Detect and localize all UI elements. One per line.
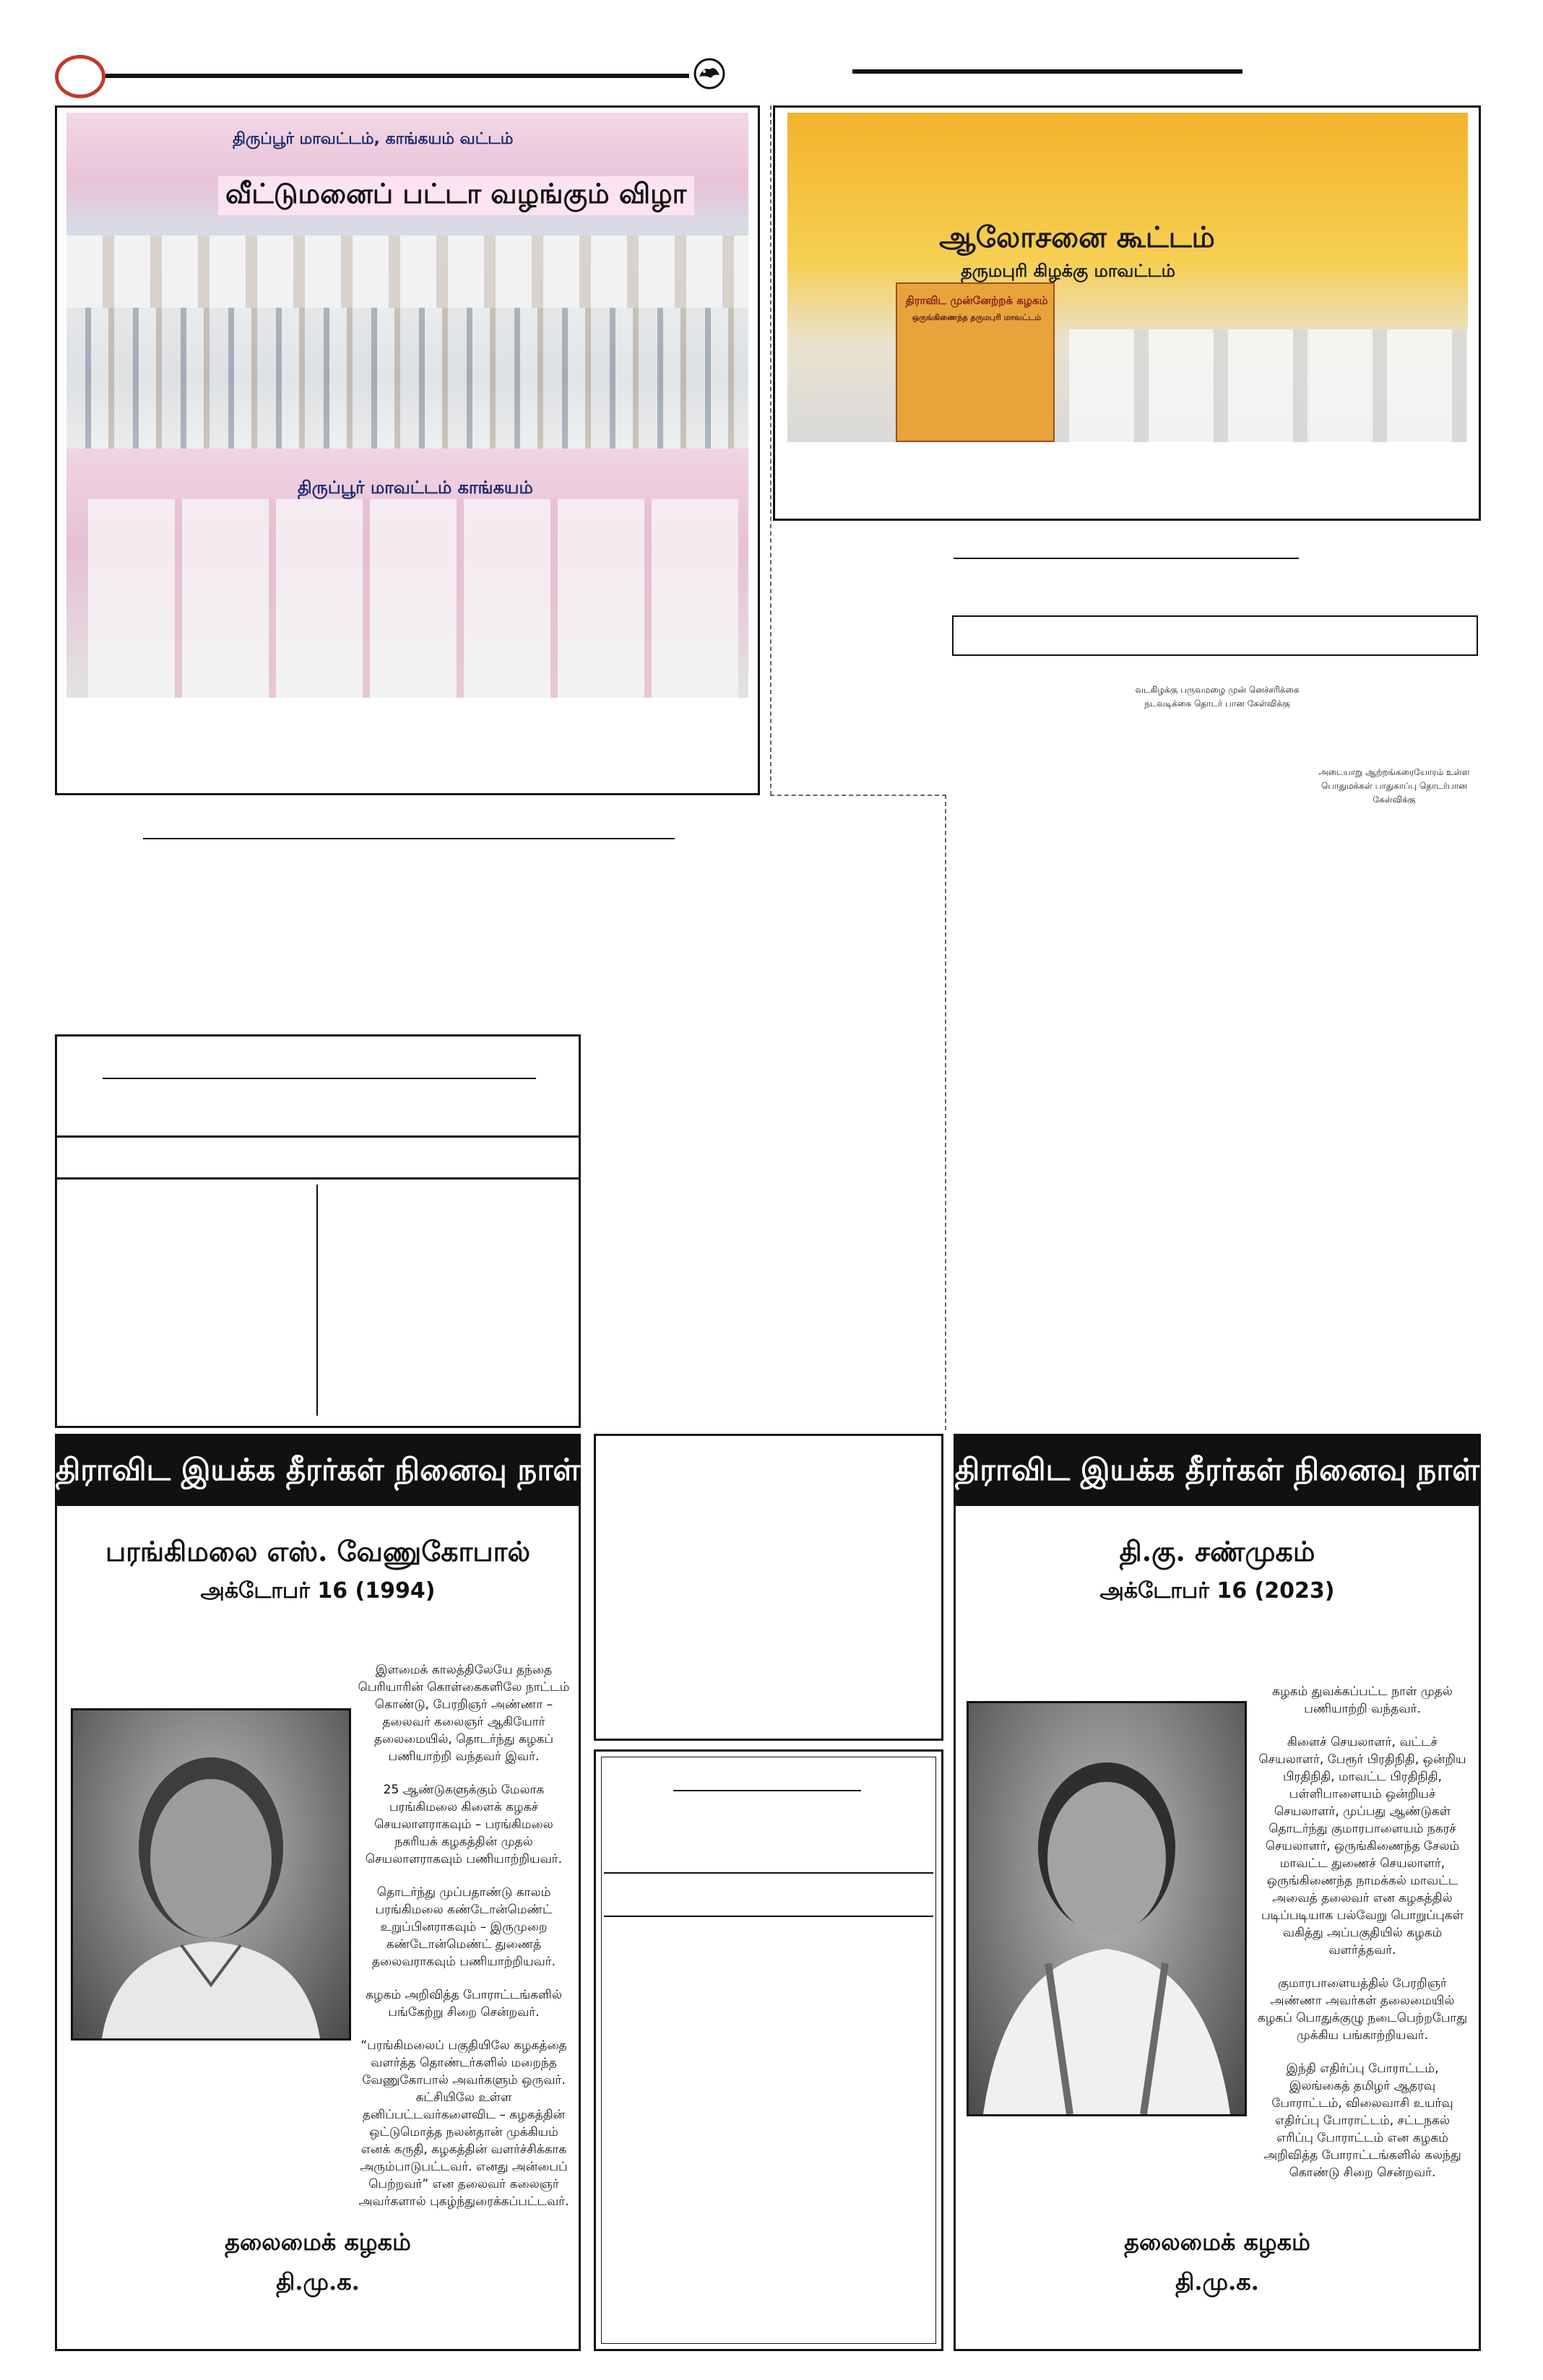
memorial-right-date: அக்டோபர் 16 (2023) [1099, 1578, 1335, 1604]
bio-paragraph: 25 ஆண்டுகளுக்கும் மேலாக பரங்கிமலை கிளைக் கழகச் செயலாளராகவும் – பரங்கிமலை நகரியக் கழகத்தின் முதல் செயலாளராகவும் பணியாற்றியவர். [365, 1783, 563, 1866]
memorial-left-sign-1: தலைமைக் கழகம் [225, 2228, 411, 2256]
meeting-photo [787, 113, 1468, 442]
meeting-banner-sub: தருமபுரி கிழக்கு மாவட்டம் [961, 261, 1175, 281]
bio-paragraph: கிளைச் செயலாளர், வட்டச் செயலாளர், பேரூர் பிரதிநிதி, ஒன்றிய பிரதிநிதி, மாவட்ட பிரதிநிதி, பள்ளிபாளையம் ஒன்றியச் செயலாளர், முப்பது ஆண்டுகள் தொடர்ந்து குமாரபாளையம் நகரச் செயலாளர், ஒருங்கிணைந்த சேலம் மாவட்ட துணைச் செயலாளர், ஒருங்கிணைந்த நாமக்கல் மாவட்ட அவைத் தலைவர் என கழகத்தில் படிப்படியாக பல்வேறு பொறுப்புகள் வகித்து அப்பகுதியில் கழகம் வளர்த்தவர். [1258, 1735, 1466, 1957]
left-notice-col-divider [316, 1185, 318, 1416]
stage-people-row [66, 235, 748, 308]
middle-rule-2 [604, 1872, 933, 1874]
left-notice-sep-1 [55, 1135, 581, 1138]
header-rule-right [852, 69, 1242, 74]
memorial-left-sign-2: தி.மு.க. [276, 2268, 360, 2295]
memorial-left-header: திராவிட இயக்க தீரர்கள் நினைவு நாள் [55, 1434, 581, 1506]
podium-sub: ஒருங்கிணைந்த தருமபுரி மாவட்டம் [912, 313, 1042, 322]
left-column-rule [143, 838, 675, 839]
dashed-divider-horizontal [770, 795, 946, 796]
memorial-left-bio [357, 1661, 571, 2226]
middle-rule-1 [673, 1790, 861, 1791]
middle-box-inner [601, 1757, 936, 2344]
audience-rows [66, 308, 748, 449]
portrait-silhouette-icon [73, 1710, 349, 2038]
left-notice-sep-2 [55, 1177, 581, 1180]
bio-paragraph: கழகம் துவக்கப்பட்ட நாள் முதல் பணியாற்றி வந்தவர். [1272, 1684, 1453, 1716]
podium-text: திராவிட முன்னேற்றக் கழகம் [905, 294, 1048, 307]
podium [896, 282, 1055, 442]
circle-marker-icon [55, 55, 105, 98]
right-note-1: வடகிழக்கு பருவமழை முன் னெச்சரிக்கை நடவடிக்கை தொடர் பான கேள்விக்கு [1135, 685, 1300, 709]
middle-rule-3 [604, 1916, 933, 1917]
memorial-right-header: திராவிட இயக்க தீரர்கள் நினைவு நாள் [954, 1434, 1481, 1506]
people-group [88, 499, 738, 698]
handover-banner: திருப்பூர் மாவட்டம் காங்கயம் [298, 477, 533, 498]
memorial-right-sign-2: தி.மு.க. [1175, 2268, 1259, 2295]
memorial-right-name: தி.கு. சண்முகம் [1119, 1535, 1315, 1567]
memorial-right-sign-1: தலைமைக் கழகம் [1124, 2228, 1310, 2256]
meeting-banner-main: ஆலோசனை கூட்டம் [939, 221, 1215, 254]
event-banner-top: திருப்பூர் மாவட்டம், காங்கயம் வட்டம் [233, 130, 514, 148]
memorial-right-bio [1255, 1683, 1469, 2197]
bio-paragraph: இளமைக் காலத்திலேயே தந்தை பெரியாரின் கொள்கைகளிலே நாட்டம் கொண்டு, பேரறிஞர் அண்ணா – தலைவர் கலைஞர் ஆகியோர் தலைமையில், தொடர்ந்து கழகப் பணியாற்றி வந்தவர் இவர். [358, 1663, 570, 1764]
left-notice-box [55, 1034, 581, 1428]
dashed-divider-vertical-mid [945, 795, 946, 1430]
bio-paragraph: “பரங்கிமலைப் பகுதியிலே கழகத்தை வளர்த்த தொண்டர்களில் மறைந்த வேணுகோபால் அவர்களும் ஒருவர். கட்சியிலே உள்ள தனிப்பட்டவர்களைவிட – கழகத்தின் ஒட்டுமொத்த நலன்தான் முக்கியம் எனக் கருதி, கழகத்தின் வளர்ச்சிக்காக அரும்பாடுபட்டவர். எனது அன்பைப் பெற்றவர்” என தலைவர் கலைஞர் அவர்களால் புகழ்ந்துரைக்கப்பட்டவர். [358, 2038, 569, 2209]
dashed-divider-vertical-top [770, 105, 772, 795]
memorial-left-date: அக்டோபர் 16 (1994) [200, 1578, 436, 1604]
right-note-2: அடையாறு ஆற்றங்கரையோரம் உள்ள பொதுமக்கள் பாதுகாப்பு தொடர்பான கேள்விக்கு [1318, 767, 1470, 805]
right-empty-box [952, 615, 1478, 656]
middle-box-top [594, 1434, 943, 1741]
memorial-left-portrait [71, 1708, 351, 2041]
bio-paragraph: குமாரபாளையத்தில் பேரறிஞர் அண்ணா அவர்கள் தலைமையில் கழகப் பொதுக்குழு நடைபெற்றபோது முக்கிய பங்காற்றியவர். [1257, 1976, 1468, 2043]
portrait-silhouette-icon [969, 1703, 1245, 2114]
rising-sun-emblem-icon [693, 58, 725, 90]
audience-photo [66, 308, 748, 449]
bio-paragraph: இந்தி எதிர்ப்பு போராட்டம், இலங்கைத் தமிழர் ஆதரவு போராட்டம், விலைவாசி உயர்வு எதிர்ப்பு போராட்டம், சட்டநகல் எரிப்பு போராட்டம் என கழகம் அறிவித்த போராட்டங்களில் கலந்து கொண்டு சிறை சென்றவர். [1263, 2061, 1461, 2180]
memorial-right-portrait [967, 1701, 1247, 2116]
event-stage-photo [66, 113, 748, 308]
header-rule-left [105, 74, 689, 78]
bio-paragraph: தொடர்ந்து முப்பதாண்டு காலம் பரங்கிமலை கண்டோன்மெண்ட் உறுப்பினராகவும் – இருமுறை கண்டோன்மெண்ட் துணைத் தலைவராகவும் பணியாற்றியவர். [371, 1885, 556, 1969]
patta-handover-photo [66, 449, 748, 698]
bio-paragraph: கழகம் அறிவித்த போராட்டங்களில் பங்கேற்று சிறை சென்றவர். [366, 1988, 562, 2020]
seated-guests [1069, 329, 1468, 442]
right-rule-1 [954, 558, 1299, 559]
event-banner-main: வீட்டுமனைப் பட்டா வழங்கும் விழா [218, 176, 694, 215]
memorial-left-name: பரங்கிமலை எஸ். வேணுகோபால் [105, 1535, 531, 1567]
left-notice-rule [103, 1078, 536, 1079]
